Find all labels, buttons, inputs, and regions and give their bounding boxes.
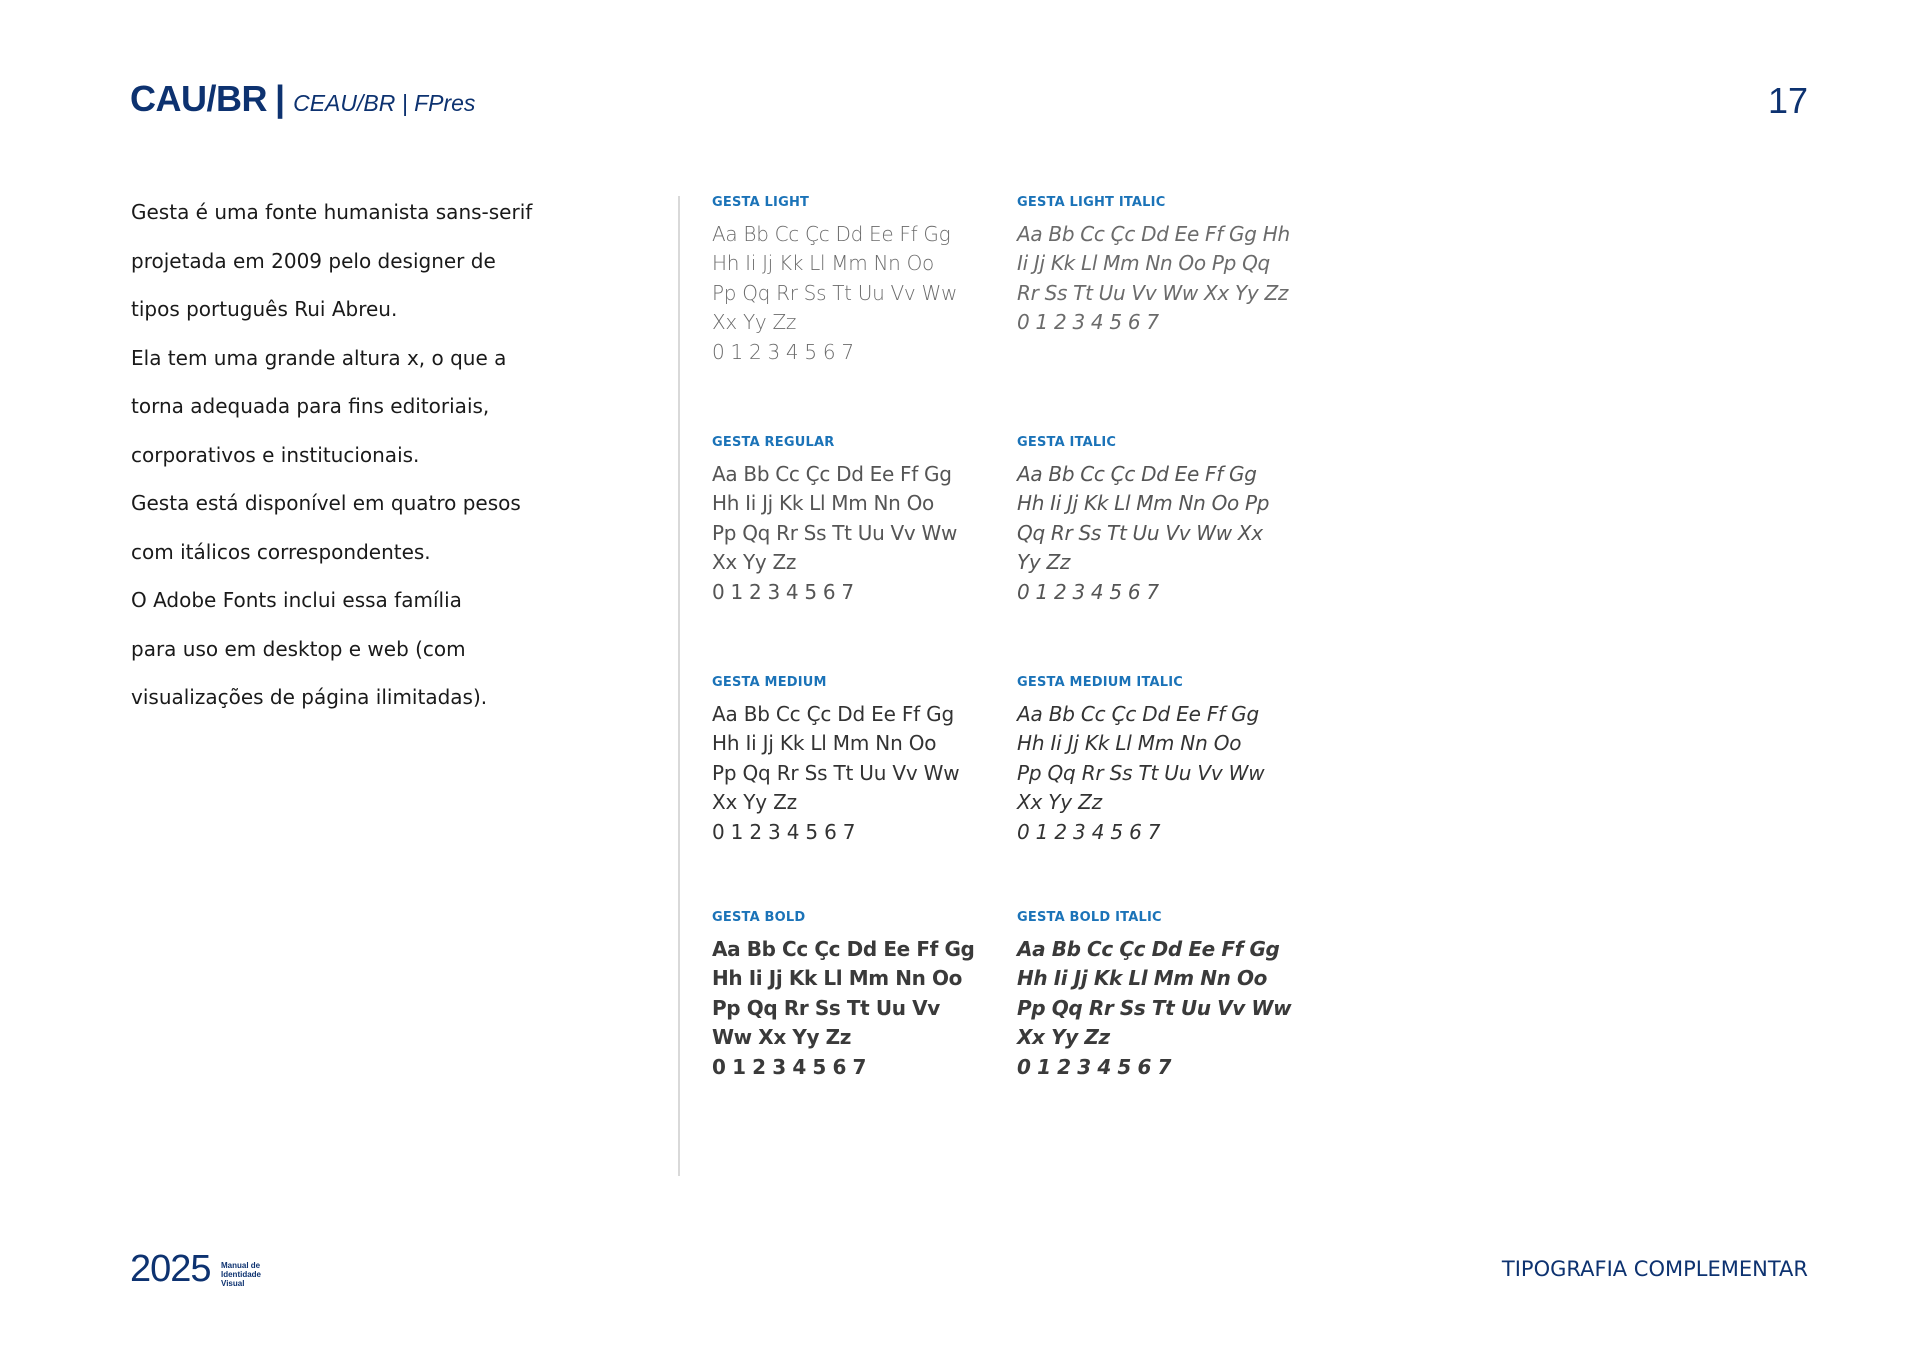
specimen-line: Xx Yy Zz <box>1017 1025 1110 1050</box>
specimen-label: GESTA LIGHT <box>712 195 810 210</box>
specimen-line: Pp Qq Rr Ss Tt Uu Vv Ww <box>712 520 958 545</box>
intro-line: para uso em desktop e web (com <box>131 636 466 661</box>
specimen-line: Aa Bb Cc Çc Dd Ee Ff Gg Hh <box>1017 222 1290 246</box>
specimen-regular <box>712 435 1002 607</box>
specimen-line: Hh Ii Jj Kk Ll Mm Nn Oo Pp <box>1017 491 1270 516</box>
footer-manual-line: Manual de <box>221 1261 261 1270</box>
specimen-line: Hh Ii Jj Kk Ll Mm Nn Oo <box>712 491 934 516</box>
specimen-line: Aa Bb Cc Çc Dd Ee Ff Gg <box>712 462 952 486</box>
footer-manual-line: Visual <box>221 1279 245 1288</box>
intro-line: visualizações de página ilimitadas). <box>131 685 488 709</box>
specimen-line: Ww Xx Yy Zz <box>712 1025 852 1050</box>
specimen-line: Xx Yy Zz <box>1017 790 1102 815</box>
specimen-line: 0 1 2 3 4 5 6 7 <box>712 339 854 364</box>
specimen-line: 0 1 2 3 4 5 6 7 <box>712 819 856 844</box>
specimen-label: GESTA REGULAR <box>712 435 835 450</box>
specimen-bold <box>712 910 1002 1082</box>
specimen-line: Xx Yy Zz <box>712 550 797 575</box>
specimen-line: Aa Bb Cc Çc Dd Ee Ff Gg <box>712 222 951 246</box>
specimen-line: 0 1 2 3 4 5 6 7 <box>1017 1054 1172 1079</box>
specimen-line: Aa Bb Cc Çc Dd Ee Ff Gg <box>1017 462 1257 486</box>
specimen-line: Hh Ii Jj Kk Ll Mm Nn Oo <box>1017 731 1242 756</box>
intro-line: O Adobe Fonts inclui essa família <box>131 588 462 612</box>
intro-text <box>131 188 571 722</box>
specimen-line: Aa Bb Cc Çc Dd Ee Ff Gg <box>1017 702 1259 726</box>
specimen-line: 0 1 2 3 4 5 6 7 <box>1017 819 1161 844</box>
specimen-line: 0 1 2 3 4 5 6 7 <box>712 1054 867 1079</box>
intro-line: torna adequada para fins editoriais, <box>131 394 490 418</box>
specimen-line: Qq Rr Ss Tt Uu Vv Ww Xx <box>1017 520 1263 545</box>
specimen-italic <box>1017 435 1317 607</box>
header-brand <box>130 78 475 120</box>
column-divider <box>678 196 680 1176</box>
specimen-label: GESTA MEDIUM <box>712 675 827 690</box>
specimen-line: Hh Ii Jj Kk Ll Mm Nn Oo <box>712 966 962 991</box>
specimen-line: Xx Yy Zz <box>712 310 797 335</box>
specimen-line: Yy Zz <box>1017 550 1071 575</box>
specimen-bold-italic <box>1017 910 1317 1082</box>
intro-line: com itálicos correspondentes. <box>131 539 431 564</box>
specimen-line: Aa Bb Cc Çc Dd Ee Ff Gg <box>712 702 954 726</box>
brand-subtitle: CEAU/BR | FPres <box>293 90 476 116</box>
intro-line: Gesta é uma fonte humanista sans-serif <box>131 200 533 224</box>
intro-line: corporativos e institucionais. <box>131 442 420 467</box>
specimen-line: Hh Ii Jj Kk Ll Mm Nn Oo <box>712 251 934 276</box>
intro-line: Ela tem uma grande altura x, o que a <box>131 345 507 370</box>
specimen-label: GESTA MEDIUM ITALIC <box>1017 675 1184 690</box>
specimen-line: Pp Qq Rr Ss Tt Uu Vv Ww <box>1017 995 1292 1020</box>
specimen-line: Aa Bb Cc Çc Dd Ee Ff Gg <box>1017 937 1280 961</box>
specimen-line: Pp Qq Rr Ss Tt Uu Vv Ww <box>1017 760 1265 785</box>
specimen-line: 0 1 2 3 4 5 6 7 <box>712 579 854 604</box>
intro-line: tipos português Rui Abreu. <box>131 297 398 321</box>
specimen-line: 0 1 2 3 4 5 6 7 <box>1017 579 1159 604</box>
footer-manual-line: Identidade <box>221 1270 262 1279</box>
specimen-line: Pp Qq Rr Ss Tt Uu Vv Ww <box>712 760 960 785</box>
specimen-line: 0 1 2 3 4 5 6 7 <box>1017 310 1159 335</box>
page-number: 17 <box>1767 80 1808 121</box>
specimen-line: Aa Bb Cc Çc Dd Ee Ff Gg <box>712 937 975 961</box>
specimen-medium-italic <box>1017 675 1317 847</box>
specimen-label: GESTA BOLD ITALIC <box>1017 910 1162 925</box>
brand-separator: | <box>275 78 286 119</box>
specimen-line: Pp Qq Rr Ss Tt Uu Vv <box>712 995 940 1020</box>
specimen-line: Rr Ss Tt Uu Vv Ww Xx Yy Zz <box>1017 280 1289 305</box>
brand-title: CAU/BR <box>130 78 267 119</box>
footer-manual-label <box>221 1261 261 1288</box>
specimen-medium <box>712 675 1002 847</box>
specimen-label: GESTA LIGHT ITALIC <box>1017 195 1166 210</box>
specimen-line: Hh Ii Jj Kk Ll Mm Nn Oo <box>712 731 937 756</box>
footer-section-title: TIPOGRAFIA COMPLEMENTAR <box>1501 1257 1808 1281</box>
intro-line: Gesta está disponível em quatro pesos <box>131 491 521 515</box>
specimen-label: GESTA BOLD <box>712 910 806 925</box>
specimen-label: GESTA ITALIC <box>1017 435 1117 450</box>
specimen-line: Ii Jj Kk Ll Mm Nn Oo Pp Qq <box>1017 251 1270 276</box>
footer-year: 2025 <box>130 1248 211 1290</box>
specimen-line: Xx Yy Zz <box>712 790 797 815</box>
specimen-light-italic <box>1017 195 1317 338</box>
intro-line: projetada em 2009 pelo designer de <box>131 248 496 273</box>
specimen-line: Hh Ii Jj Kk Ll Mm Nn Oo <box>1017 966 1267 991</box>
specimen-light <box>712 195 1002 367</box>
specimen-line: Pp Qq Rr Ss Tt Uu Vv Ww <box>712 280 958 305</box>
